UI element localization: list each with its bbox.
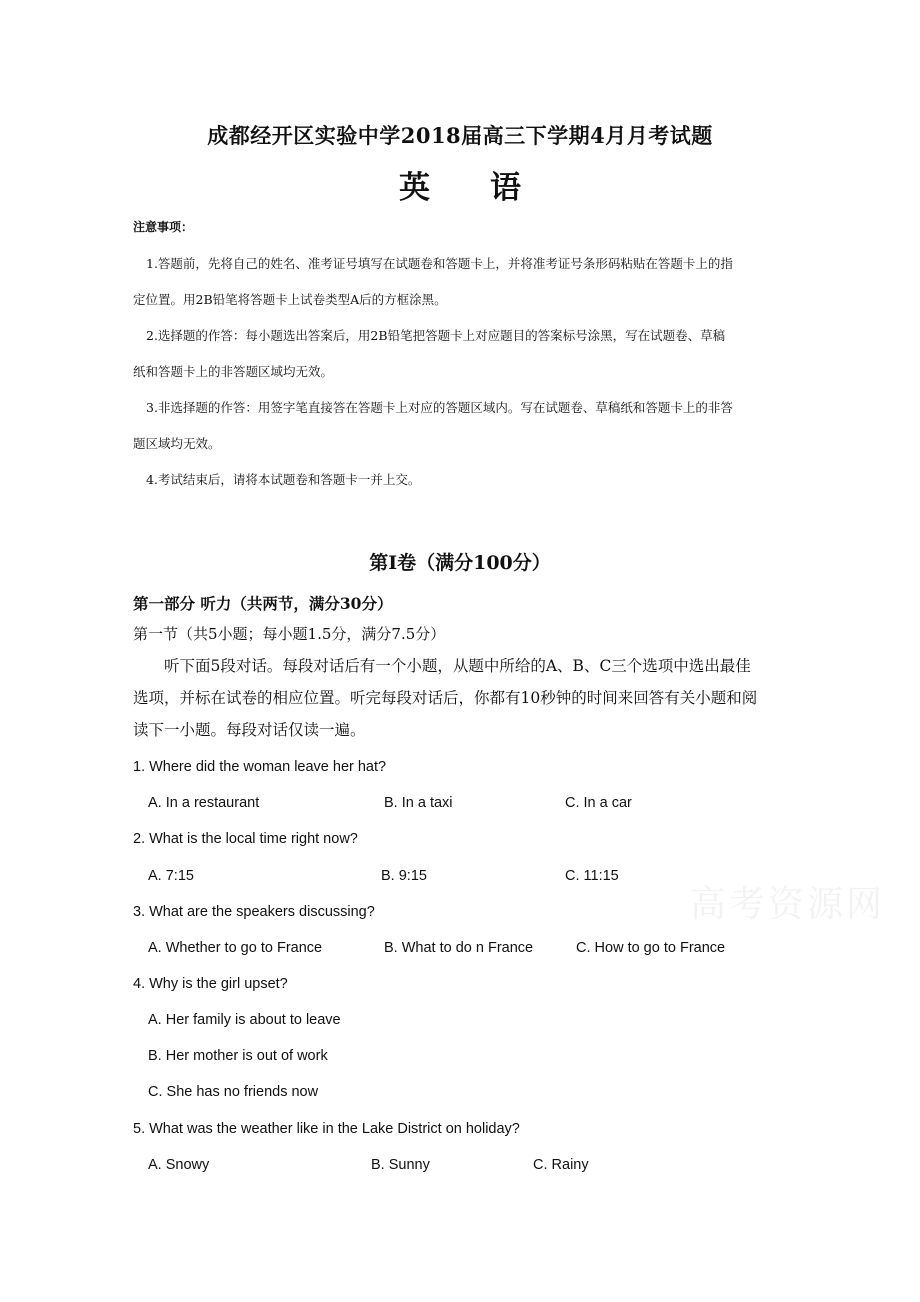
question-2-stem: 2. What is the local time right now? bbox=[133, 831, 358, 847]
question-3-option-a: A. Whether to go to France bbox=[148, 940, 323, 956]
watermark: 高考资源网 bbox=[690, 884, 886, 925]
notice-item-1-line-2: 定位置。用2B铅笔将答题卡上试卷类型A后的方框涂黑。 bbox=[133, 292, 447, 307]
subject-title bbox=[0, 162, 920, 207]
listening-instructions bbox=[133, 650, 793, 746]
question-2-option-a: A. 7:15 bbox=[148, 868, 194, 884]
subject-char-1: 英 bbox=[399, 170, 430, 206]
notice-item-4 bbox=[133, 462, 796, 498]
notice-item-2-line-2: 纸和答题卡上的非答题区域均无效。 bbox=[133, 364, 334, 379]
instruction-line-1: 听下面5段对话。每段对话后有一个小题，从题中所给的A、B、C三个选项中选出最佳 bbox=[164, 657, 751, 675]
part-title: 第一部分 听力（共两节，满分30分） bbox=[133, 594, 393, 613]
notice-heading: 注意事项： bbox=[133, 220, 194, 234]
instruction-line-2: 选项，并标在试卷的相应位置。听完每段对话后，你都有10秒钟的时间来回答有关小题和阅 bbox=[133, 689, 758, 707]
subject-char-2: 语 bbox=[490, 170, 521, 206]
question-5-stem: 5. What was the weather like in the Lake District on holiday? bbox=[133, 1121, 520, 1137]
question-4-option-c: C. She has no friends now bbox=[148, 1084, 319, 1100]
question-5-option-b: B. Sunny bbox=[371, 1157, 430, 1173]
question-4-option-a: A. Her family is about to leave bbox=[148, 1012, 341, 1028]
question-1-option-c: C. In a car bbox=[565, 795, 632, 811]
question-3-option-c: C. How to go to France bbox=[576, 940, 726, 956]
notice-item-3 bbox=[133, 390, 796, 462]
question-3-option-b: B. What to do n France bbox=[384, 940, 534, 956]
question-2-option-b: B. 9:15 bbox=[381, 868, 427, 884]
question-1-stem: 1. Where did the woman leave her hat? bbox=[133, 759, 387, 775]
volume-title: 第Ⅰ卷（满分100分） bbox=[369, 552, 551, 574]
question-2-option-c: C. 11:15 bbox=[565, 868, 619, 884]
question-4-option-b: B. Her mother is out of work bbox=[148, 1048, 328, 1064]
notice-item-3-line-2: 题区域均无效。 bbox=[133, 436, 221, 451]
question-3-stem: 3. What are the speakers discussing? bbox=[133, 904, 375, 920]
exam-title: 成都经开区实验中学2018届高三下学期4月月考试题 bbox=[207, 123, 713, 148]
notice-item-2 bbox=[133, 318, 796, 390]
question-1-option-a: A. In a restaurant bbox=[148, 795, 260, 811]
section-title: 第一节（共5小题；每小题1.5分，满分7.5分） bbox=[133, 625, 446, 643]
notice-item-2-line-1: 2.选择题的作答：每小题选出答案后，用2B铅笔把答题卡上对应题目的答案标号涂黑，写在试题卷、草稿 bbox=[146, 328, 726, 343]
instruction-line-3: 读下一小题。每段对话仅读一遍。 bbox=[133, 721, 366, 739]
question-5-option-c: C. Rainy bbox=[533, 1157, 589, 1173]
notice-item-1-line-1: 1.答题前，先将自己的姓名、准考证号填写在试题卷和答题卡上，并将准考证号条形码粘贴在答题卡上的指 bbox=[146, 256, 733, 271]
notice-item-1 bbox=[133, 246, 796, 318]
question-4-stem: 4. Why is the girl upset? bbox=[133, 976, 288, 992]
notice-item-3-line-1: 3.非选择题的作答：用签字笔直接答在答题卡上对应的答题区域内。写在试题卷、草稿纸和答题卡上的非答 bbox=[146, 400, 733, 415]
notice-item-4-line-1: 4.考试结束后，请将本试题卷和答题卡一并上交。 bbox=[146, 472, 421, 487]
question-5-option-a: A. Snowy bbox=[148, 1157, 210, 1173]
question-1-option-b: B. In a taxi bbox=[384, 795, 453, 811]
